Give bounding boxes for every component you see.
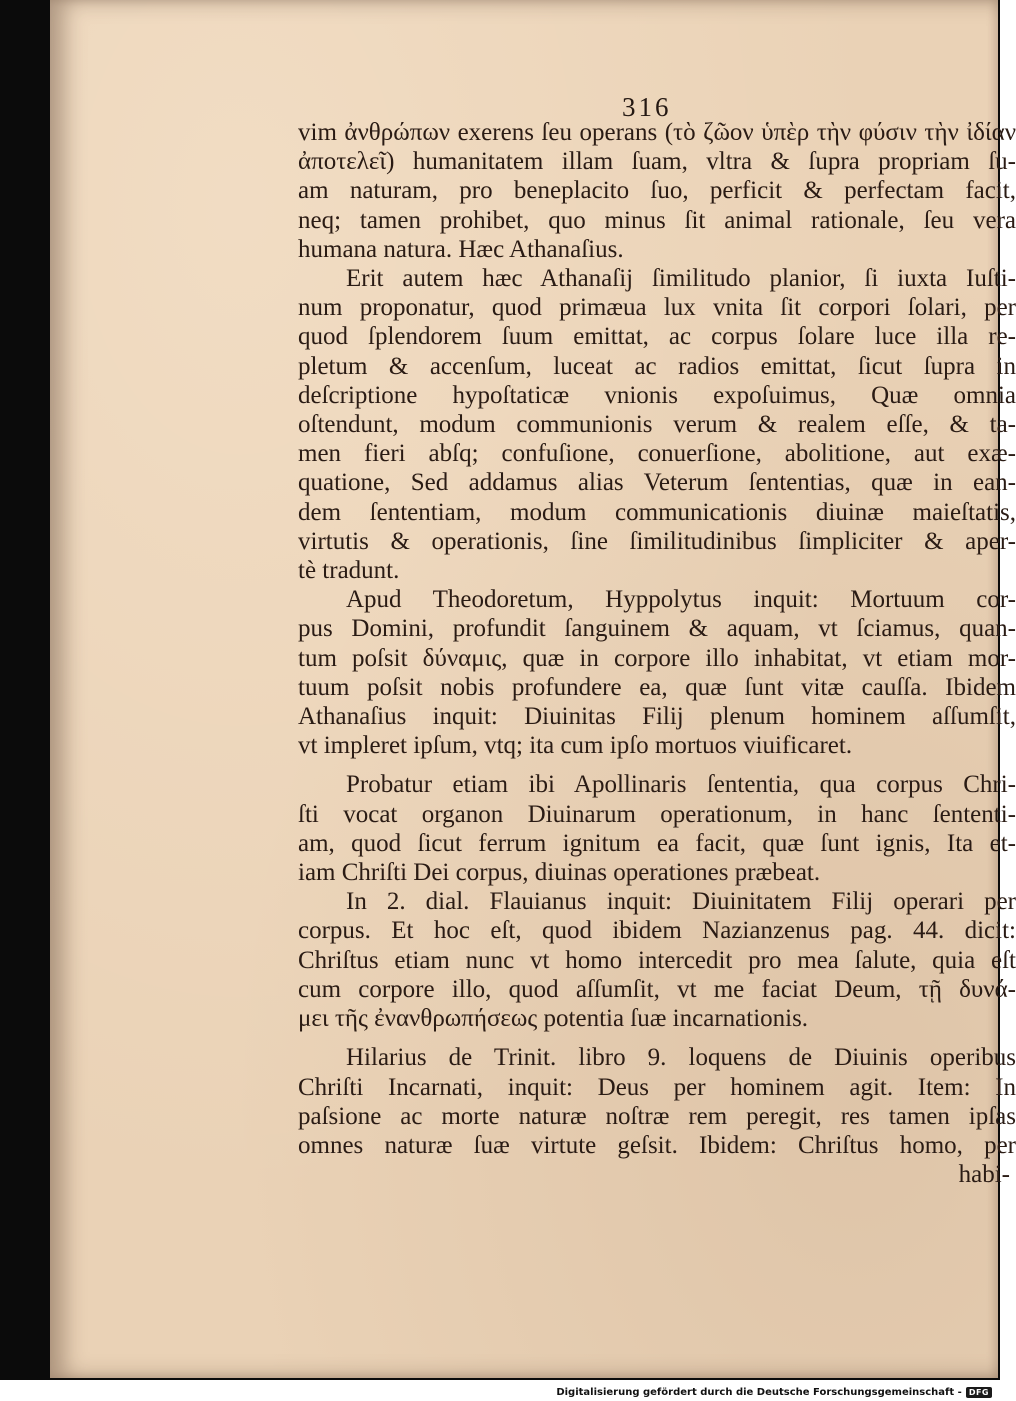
paragraph-5 xyxy=(298,887,1016,1033)
text-line: am naturam, pro beneplacito ſuo, perficit & perfectam facit, xyxy=(298,177,1016,205)
text-line: pus Domini, profundit ſanguinem & aquam, vt ſciamus, quan- xyxy=(298,615,1016,643)
text-line: men fieri abſq; confuſione, conuerſione, abolitione, aut exæ- xyxy=(298,440,1016,468)
paragraph-gap xyxy=(298,760,1016,770)
text-line: Apud Theodoretum, Hyppolytus inquit: Mortuum cor- xyxy=(346,586,1016,614)
text-line: cum corpore illo, quod aſſumſit, vt me faciat Deum, τῇ δυνά- xyxy=(298,975,1016,1003)
text-line: oſtendunt, modum communionis verum & realem eſſe, & ta- xyxy=(298,411,1016,439)
text-line: ἀποτελεῖ) humanitatem illam ſuam, vltra & ſupra propriam ſu- xyxy=(298,148,1016,176)
text-line: paſsione ac morte naturæ noſtræ rem peregit, res tamen ipſas xyxy=(298,1102,1016,1130)
text-line: Hilarius de Trinit. libro 9. loquens de Diuinis operibus xyxy=(346,1044,1016,1072)
text-line: humana natura. Hæc Athanaſius. xyxy=(298,235,624,263)
text-line: μει τῆς ἐνανθρωπήσεως potentia ſuæ incarnationis. xyxy=(298,1005,809,1033)
text-line: vim ἀνθρώπων exerens ſeu operans (τὸ ζῶον ὑπὲρ τὴν φύσιν τὴν ἰδίαν xyxy=(298,119,1016,146)
text-line: tum poſsit δύναμις, quæ in corpore illo inhabitat, vt etiam mor- xyxy=(298,644,1016,672)
text-line: virtutis & operationis, ſine ſimilitudinibus ſimpliciter & aper- xyxy=(298,527,1016,555)
text-line: Athanaſius inquit: Diuinitas Filij plenum hominem aſſumſit, xyxy=(298,703,1016,731)
text-line: dem ſententiam, modum communicationis diuinæ maieſtatis, xyxy=(298,498,1016,526)
text-line: Chriſtus etiam nunc vt homo intercedit pro mea ſalute, quia eſt xyxy=(298,946,1016,974)
text-line: pletum & accenſum, luceat ac radios emittat, ſicut ſupra in xyxy=(298,352,1016,380)
text-line: ſti vocat organon Diuinarum operationum, in hanc ſententi- xyxy=(298,800,1016,828)
text-line: Chriſti Incarnati, inquit: Deus per hominem agit. Item: In xyxy=(298,1073,1016,1101)
text-line: deſcriptione hypoſtaticæ vnionis expoſuimus, Quæ omnia xyxy=(298,381,1016,409)
text-line: neq; tamen prohibet, quo minus ſit animal rationale, ſeu vera xyxy=(298,206,1016,234)
paragraph-3 xyxy=(298,585,1016,760)
dfg-logo-icon: DFG xyxy=(966,1387,992,1398)
book-page xyxy=(50,0,1016,1378)
text-line: num proponatur, quod primæua lux vnita ſit corpori ſolari, per xyxy=(298,294,1016,322)
paragraph-1 xyxy=(298,118,1016,264)
text-line: tuum poſsit nobis profundere ea, quæ ſunt vitæ cauſſa. Ibidem xyxy=(298,673,1016,701)
text-line: In 2. dial. Flauianus inquit: Diuinitatem Filij operari per xyxy=(346,888,1016,916)
text-line: corpus. Et hoc eſt, quod ibidem Nazianzenus pag. 44. dicit: xyxy=(298,917,1016,945)
text-line: Probatur etiam ibi Apollinaris ſententia, qua corpus Chri- xyxy=(346,771,1016,799)
text-line: Erit autem hæc Athanaſij ſimilitudo planior, ſi iuxta Iuſti- xyxy=(346,265,1016,293)
page-text xyxy=(298,118,1016,1189)
text-line: omnes naturæ ſuæ virtute geſsit. Ibidem: Chriſtus homo, per xyxy=(298,1131,1016,1159)
catchword: habi- xyxy=(958,1161,1010,1189)
paragraph-gap xyxy=(298,1033,1016,1043)
paragraph-6 xyxy=(298,1043,1016,1160)
text-line: tè tradunt. xyxy=(298,557,400,585)
digitization-credit xyxy=(556,1385,992,1399)
credit-text: Digitalisierung gefördert durch die Deutsche Forschungsgemeinschaft - xyxy=(556,1386,962,1398)
text-line: quatione, Sed addamus alias Veterum ſententias, quæ in ean- xyxy=(298,469,1016,497)
text-line: quod ſplendorem ſuum emittat, ac corpus ſolare luce illa re- xyxy=(298,323,1016,351)
page-number: 316 xyxy=(622,92,672,122)
text-line: vt impleret ipſum, vtq; ita cum ipſo mortuos viuificaret. xyxy=(298,732,853,760)
text-line: am, quod ſicut ferrum ignitum ea facit, quæ ſunt ignis, Ita et- xyxy=(298,829,1016,857)
paragraph-4 xyxy=(298,770,1016,887)
paragraph-2 xyxy=(298,264,1016,585)
text-line: iam Chriſti Dei corpus, diuinas operationes præbeat. xyxy=(298,859,821,887)
